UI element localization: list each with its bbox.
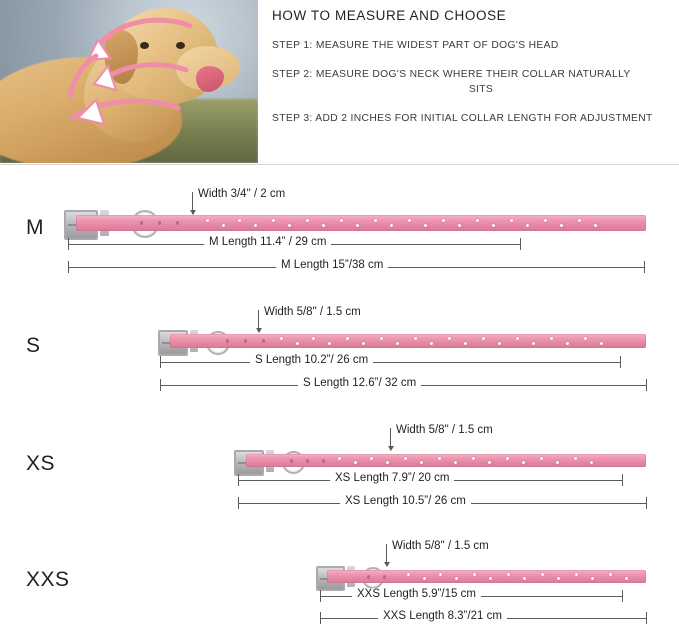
length-outer-label-xs: XS Length 10.5”/ 26 cm [340,495,471,507]
dog-photo [0,0,258,163]
tick-outer-left-m [68,261,69,273]
step-2 [272,68,676,98]
width-label-s: Width 5/8" / 1.5 cm [264,306,361,318]
length-inner-label-m: M Length 11.4” / 29 cm [204,236,331,248]
step-2-line-2: SITS [468,83,494,95]
size-row-xs [0,404,679,522]
tick-outer-left-s [160,379,161,391]
collar-strap-s [170,334,646,348]
width-arrow-xxs [386,544,387,566]
size-row-xxs [0,522,679,632]
size-chart [0,168,679,632]
collar-strap-xs [246,454,646,467]
step-3: STEP 3: ADD 2 INCHES FOR INITIAL COLLAR LENGTH FOR ADJUSTMENT [272,112,653,124]
size-label-xs: XS [26,452,56,475]
length-inner-label-s: S Length 10.2”/ 26 cm [250,354,373,366]
dog-eye-left [140,42,149,49]
step-1: STEP 1: MEASURE THE WIDEST PART OF DOG'S HEAD [272,40,559,51]
size-label-s: S [26,334,41,357]
tick-inner-left-xs [238,474,239,486]
size-row-s [0,286,679,404]
length-inner-label-xs: XS Length 7.9”/ 20 cm [330,472,454,484]
section-divider [0,164,679,165]
length-outer-label-m: M Length 15”/38 cm [276,259,388,271]
tick-outer-right-m [644,261,645,273]
size-label-m: M [26,216,44,239]
header-section [0,0,679,165]
width-label-xs: Width 5/8" / 1.5 cm [396,424,493,436]
tick-inner-left-s [160,356,161,368]
studs-xxs [327,570,646,583]
length-inner-label-xxs: XXS Length 5.9”/15 cm [352,588,481,600]
size-label-xxs: XXS [26,568,70,591]
collar-strap-m [76,215,646,231]
tick-outer-right-xs [646,497,647,509]
width-label-xxs: Width 5/8" / 1.5 cm [392,540,489,552]
collar-strap-xxs [327,570,646,583]
length-line-inner-s [160,362,620,363]
page-title: HOW TO MEASURE AND CHOOSE [272,8,507,23]
studs-s [170,334,646,348]
tick-outer-right-s [646,379,647,391]
length-outer-label-xxs: XXS Length 8.3”/21 cm [378,610,507,622]
tick-inner-left-m [68,238,69,250]
tick-inner-right-xxs [622,590,623,602]
width-arrow-xs [390,428,391,450]
studs-m [76,215,646,231]
tick-inner-right-s [620,356,621,368]
tick-inner-left-xxs [320,590,321,602]
width-label-m: Width 3/4" / 2 cm [198,188,286,200]
width-arrow-s [258,310,259,332]
width-arrow-m [192,192,193,214]
instructions-block [272,0,676,141]
length-outer-label-s: S Length 12.6”/ 32 cm [298,377,421,389]
dog-eye-right [176,42,185,49]
tick-outer-left-xs [238,497,239,509]
tick-inner-right-m [520,238,521,250]
size-row-m [0,168,679,286]
step-2-line-1: STEP 2: MEASURE DOG'S NECK WHERE THEIR COLLAR NATURALLY [272,68,631,80]
tick-inner-right-xs [622,474,623,486]
tick-outer-left-xxs [320,612,321,624]
tick-outer-right-xxs [646,612,647,624]
